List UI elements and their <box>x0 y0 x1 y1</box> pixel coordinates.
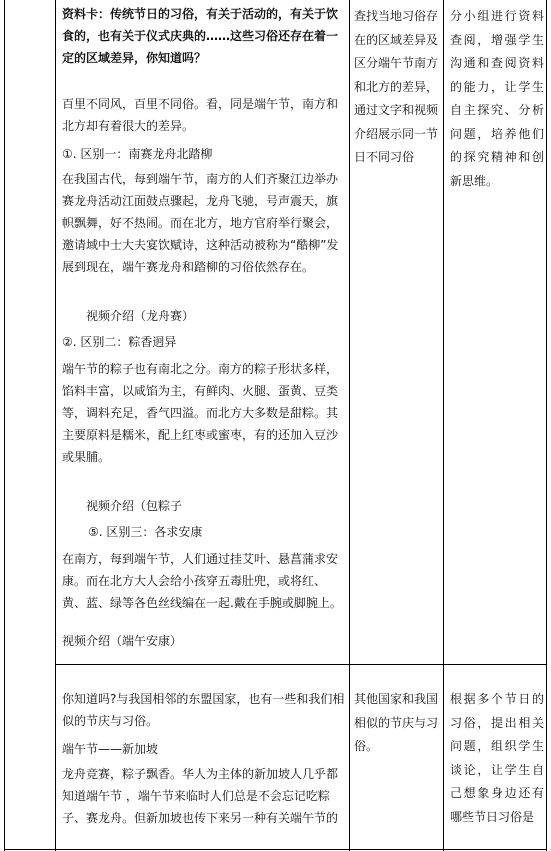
difference-1-heading: ①. 区别一：南赛龙舟北踏柳 <box>62 147 213 161</box>
difference-2-body: 端午节的粽子也有南北之分。南方的粽子形状多样，馅料丰富，以咸馅为主，有鲜肉、火腿、蛋黄、豆类等，调料充足，香气四溢。而北方大多数是甜粽。其主要原料是糯米，配上红枣或蜜枣，有的还加入豆沙或果脯。 <box>62 362 339 464</box>
difference-2-heading: ②. 区别二：粽香迥异 <box>62 335 177 349</box>
video-zongzi: 视频介绍（包粽子 <box>86 499 183 513</box>
difference-3-heading: ⑤. 区别三：各求安康 <box>88 525 203 539</box>
resource-card-intro: 资料卡：传统节日的习俗，有关于活动的，有关于饮食的，也有关于仪式庆典的……这些习俗还存在着一定的区域差异，你知道吗？ <box>62 7 339 65</box>
video-dragon-boat: 视频介绍（龙舟赛） <box>86 309 195 323</box>
table-border-right <box>546 0 547 851</box>
table-bottom-border <box>4 849 547 850</box>
north-south-difference-text: 百里不同风，百里不同俗。看，同是端午节，南方和北方却有着很大的差异。 <box>62 97 339 133</box>
singapore-heading: 端午节——新加坡 <box>62 742 159 756</box>
teacher-activity-2: 其他国家和我国相似的节庆与习俗。 <box>354 692 439 753</box>
table-divider-3 <box>443 0 444 851</box>
table-divider-2 <box>349 0 350 851</box>
row-divider <box>55 664 547 665</box>
asean-intro: 你知道吗?与我国相邻的东盟国家，也有一些和我们相似的节庆与习俗。 <box>62 692 345 728</box>
table-divider-1 <box>55 0 56 851</box>
teacher-activity-1: 查找当地习俗存在的区域差异及区分端午节南方和北方的差异，通过文字和视频介绍展示同一节日不同习俗 <box>354 9 439 164</box>
design-intent-2: 根据多个节日的习俗，提出相关问题，组织学生谈论，让学生自己想象身边还有哪些节日习俗是 <box>450 692 544 824</box>
design-intent-1: 分小组进行资料查阅，增强学生沟通和查阅资料的能力，让学生自主探究、分析问题，培养他们的探究精神和创新思维。 <box>450 9 544 188</box>
difference-1-body: 在我国古代，每到端午节，南方的人们齐聚江边举办赛龙舟活动江面鼓点骤起，龙舟飞驰，号声震天，旗帜飘舞，好不热闹。而在北方，地方官府举行聚会，邀请域中士大夫宴饮赋诗，这种活动被称为“酷柳”发展到现在，端午赛龙舟和踏柳的习俗依然存在。 <box>62 172 339 274</box>
video-dragon-boat-safety: 视频介绍（端午安康） <box>62 634 183 648</box>
difference-3-body: 在南方，每到端午节，人们通过挂艾叶、悬菖蒲求安康。而在北方大人会给小孩穿五毒肚兜，或将红、黄、蓝、绿等各色丝线编在一起.戴在手腕或脚腕上。 <box>62 552 342 610</box>
singapore-body: 龙舟竞赛，粽子飘香。华人为主体的新加坡人几乎都知道端午节 ，端午节来临时人们总是不会忘记吃粽子、赛龙舟。但新加坡也传下来另一种有关端午节的 <box>62 767 339 825</box>
table-border-left <box>4 0 5 851</box>
